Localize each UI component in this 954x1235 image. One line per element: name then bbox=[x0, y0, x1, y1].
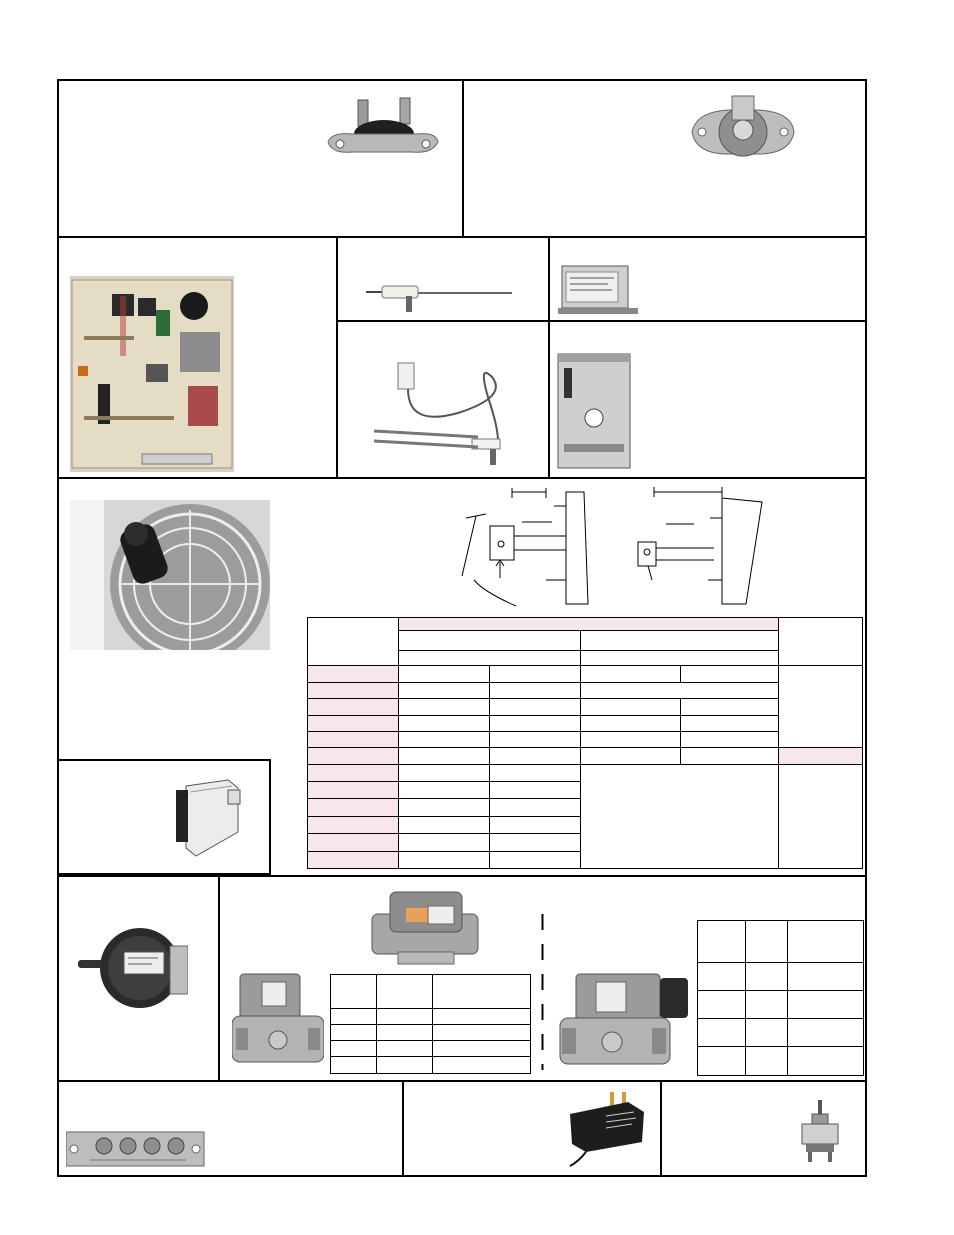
table-row bbox=[308, 683, 399, 699]
gas-valve-right-photo bbox=[556, 966, 690, 1072]
table-header-cell bbox=[399, 618, 779, 631]
table-row bbox=[331, 1025, 377, 1041]
table-row bbox=[698, 963, 746, 991]
gas-valve-table-right bbox=[697, 920, 864, 1076]
table-header-cell bbox=[698, 921, 746, 963]
junction-box-photo bbox=[556, 348, 632, 470]
divider-row-3 bbox=[59, 875, 865, 877]
divider-col-pressure bbox=[218, 876, 220, 1081]
table-header-cell bbox=[399, 650, 581, 665]
table-row bbox=[331, 1041, 377, 1057]
table-header-cell bbox=[308, 618, 399, 666]
fan-spec-table bbox=[307, 617, 863, 869]
divider-col-relay bbox=[660, 1081, 662, 1177]
table-row bbox=[331, 1009, 377, 1025]
table-row bbox=[698, 1047, 746, 1076]
table-side-cell bbox=[779, 764, 863, 868]
divider-row-2 bbox=[59, 477, 865, 479]
table-row bbox=[308, 748, 399, 764]
fan-mounting-diagram bbox=[456, 484, 772, 608]
table-row bbox=[308, 799, 399, 816]
table-row bbox=[308, 816, 399, 833]
relay-photo bbox=[172, 772, 244, 862]
table-header-cell bbox=[581, 650, 779, 665]
terminal-strip-photo bbox=[66, 1130, 206, 1170]
flame-sensor-photo bbox=[364, 276, 514, 314]
table-header-cell bbox=[581, 631, 779, 651]
table-side-cell bbox=[779, 748, 863, 764]
table-row bbox=[308, 834, 399, 851]
table-row bbox=[308, 699, 399, 715]
divider-row-4 bbox=[59, 1080, 865, 1082]
table-row bbox=[308, 764, 399, 781]
table-row bbox=[698, 1019, 746, 1047]
gas-valve-left-photo bbox=[232, 966, 324, 1070]
table-row bbox=[698, 991, 746, 1019]
divider-col-sensor bbox=[548, 237, 550, 478]
divider-sub-row bbox=[337, 320, 865, 322]
rollout-switch-photo bbox=[688, 92, 798, 170]
table-row bbox=[308, 715, 399, 731]
divider-col-terminal bbox=[402, 1081, 404, 1177]
toggle-switch-photo bbox=[800, 1098, 840, 1164]
gas-valve-table-left bbox=[330, 974, 531, 1074]
table-header-cell bbox=[779, 618, 863, 666]
table-row bbox=[308, 665, 399, 682]
limit-switch-photo bbox=[322, 92, 442, 162]
table-header-cell bbox=[331, 975, 377, 1009]
control-board-photo bbox=[70, 276, 234, 472]
table-row bbox=[331, 1057, 377, 1074]
table-row bbox=[308, 732, 399, 748]
divider-col-board bbox=[336, 237, 338, 478]
pressure-switch-photo bbox=[78, 918, 188, 1018]
igniter-photo bbox=[368, 357, 528, 469]
table-row bbox=[308, 782, 399, 799]
fan-motor-photo bbox=[70, 500, 270, 650]
transformer-photo bbox=[558, 262, 638, 318]
table-side-cell bbox=[779, 665, 863, 748]
gas-valve-top-photo bbox=[368, 888, 482, 968]
table-header-cell bbox=[399, 631, 581, 651]
table-merged-cell bbox=[581, 764, 779, 868]
dashed-separator bbox=[541, 914, 544, 1070]
table-row bbox=[308, 851, 399, 868]
time-delay-relay-photo bbox=[566, 1090, 648, 1170]
divider-col-top bbox=[462, 81, 464, 237]
